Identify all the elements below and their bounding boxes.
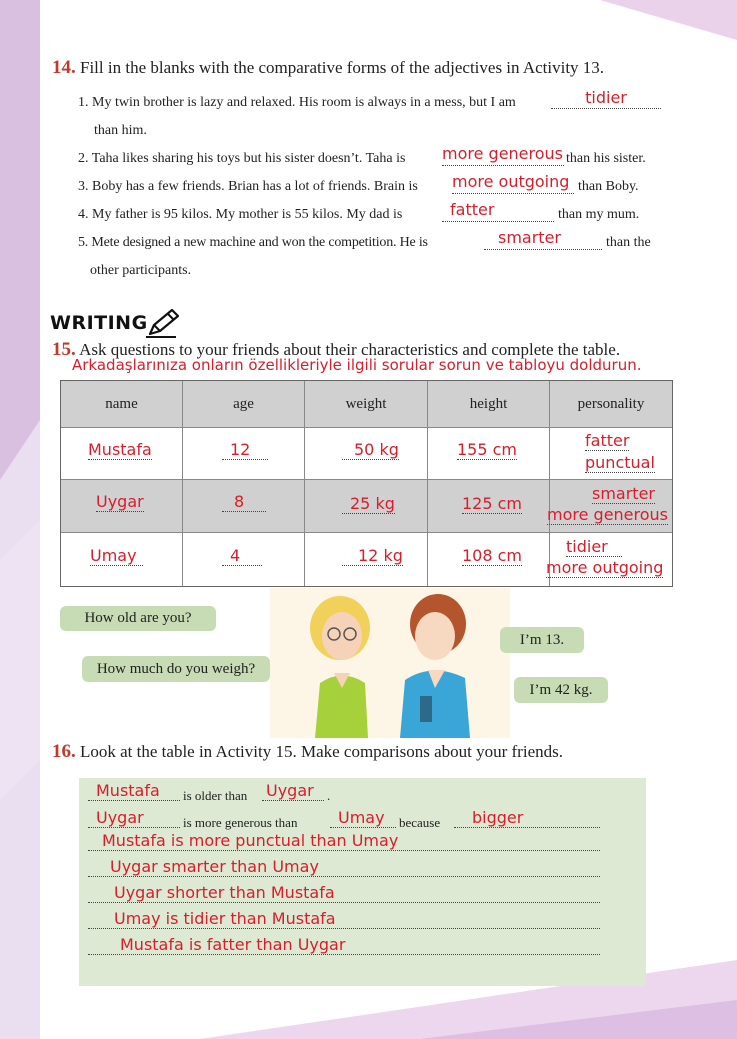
item-continuation: than him. (94, 123, 147, 138)
answer-text: tidier (585, 88, 627, 107)
comparison-blank[interactable]: bigger (454, 808, 600, 828)
table-age-cell[interactable]: 12 (222, 440, 268, 460)
table-height-cell[interactable]: 155 cm (457, 440, 518, 459)
item-text: Boby has a few friends. Brian has a lot of friends. Brain is (92, 179, 418, 194)
exercise-item (78, 207, 402, 223)
comparison-line[interactable]: Uygar smarter than Umay (88, 857, 600, 877)
speech-bubble: How much do you weigh? (82, 656, 270, 682)
answer-blank[interactable] (452, 172, 574, 194)
pencil-icon (144, 307, 184, 339)
item-continuation: other participants. (90, 263, 192, 278)
comparison-line[interactable]: Mustafa is more punctual than Umay (88, 831, 600, 851)
exercise-item (78, 95, 516, 111)
activity-14-header (52, 57, 604, 79)
table-personality-cell[interactable]: more generous (547, 505, 669, 524)
table-header-cell: name (61, 381, 183, 428)
item-text: than the (606, 235, 651, 250)
answer-blank[interactable] (484, 228, 602, 250)
table-header-cell: personality (550, 381, 672, 428)
table-name-cell[interactable]: Uygar (96, 492, 144, 511)
table-name-cell[interactable]: Umay (90, 546, 143, 566)
table-weight-cell[interactable]: 12 kg (342, 546, 403, 566)
table-name-cell[interactable]: Mustafa (88, 440, 152, 459)
dialogue-illustration (270, 588, 510, 738)
activity-number: 14. (52, 57, 76, 78)
table-weight-cell[interactable]: 50 kg (342, 440, 399, 460)
answer-text: fatter (450, 200, 495, 219)
item-text: Taha likes sharing his toys but his sister doesn’t. Taha is (91, 151, 406, 166)
table-weight-cell[interactable]: 25 kg (342, 494, 395, 514)
item-number: 5. (78, 235, 89, 250)
comparison-line[interactable]: Mustafa is fatter than Uygar (88, 935, 600, 955)
comparison-text: is older than (183, 788, 248, 803)
speech-bubble: How old are you? (60, 606, 216, 631)
table-height-cell[interactable]: 108 cm (462, 546, 523, 565)
table-personality-cell[interactable]: punctual (585, 453, 655, 472)
comparison-blank[interactable]: Uygar (88, 808, 180, 828)
speech-bubble: I’m 13. (500, 627, 584, 653)
item-text: than Boby. (578, 179, 639, 194)
comparison-blank[interactable]: Uygar (262, 781, 324, 801)
table-personality-cell[interactable]: more outgoing (546, 558, 664, 577)
answer-blank[interactable] (551, 88, 661, 109)
table-personality-cell[interactable]: fatter (585, 431, 630, 450)
comparison-text: because (399, 815, 441, 830)
item-text: My father is 95 kilos. My mother is 55 kilos. My dad is (92, 207, 403, 222)
activity-subtitle: Arkadaşlarınıza onların özellikleriyle ilgili sorular sorun ve tabloyu doldurun. (72, 356, 642, 374)
activity-title: Ask questions to your friends about their characteristics and complete the table. (79, 340, 621, 359)
table-header-cell: height (428, 381, 550, 428)
activity-16-header (52, 741, 563, 763)
table-header-cell: age (183, 381, 305, 428)
item-number: 1. (78, 95, 89, 110)
speech-bubble: I’m 42 kg. (514, 677, 608, 703)
comparison-line[interactable]: Uygar shorter than Mustafa (88, 883, 600, 903)
answer-text: more generous (442, 144, 564, 163)
table-age-cell[interactable]: 4 (222, 546, 262, 566)
answer-text: smarter (498, 228, 561, 247)
exercise-item (78, 235, 428, 251)
item-number: 2. (78, 151, 89, 166)
item-text: than his sister. (566, 151, 646, 166)
answer-text: more outgoing (452, 172, 570, 191)
activity-number: 16. (52, 741, 76, 762)
comparison-blank[interactable]: Umay (330, 808, 396, 828)
comparison-text: . (327, 788, 331, 803)
comparison-line[interactable]: Umay is tidier than Mustafa (88, 909, 600, 929)
answer-blank[interactable] (442, 200, 554, 222)
table-height-cell[interactable]: 125 cm (462, 494, 523, 513)
writing-section-label: WRITING (50, 312, 148, 334)
item-text: than my mum. (558, 207, 640, 222)
answer-blank[interactable] (442, 144, 564, 166)
item-text: Mete designed a new machine and won the competition. He is (91, 235, 428, 250)
exercise-item (78, 179, 418, 195)
exercise-item (78, 151, 405, 167)
table-personality-cell[interactable]: smarter (592, 484, 655, 503)
comparison-blank[interactable]: Mustafa (88, 781, 180, 801)
table-header-cell: weight (305, 381, 428, 428)
activity-title: Fill in the blanks with the comparative forms of the adjectives in Activity 13. (80, 58, 605, 77)
item-text: My twin brother is lazy and relaxed. His room is always in a mess, but I am (92, 95, 516, 110)
activity-number: 15. (52, 339, 76, 360)
table-personality-cell[interactable]: tidier (566, 537, 622, 557)
comparison-text: is more generous than (183, 815, 298, 830)
activity-title: Look at the table in Activity 15. Make comparisons about your friends. (80, 742, 563, 761)
item-number: 4. (78, 207, 89, 222)
table-age-cell[interactable]: 8 (222, 492, 266, 512)
item-number: 3. (78, 179, 89, 194)
